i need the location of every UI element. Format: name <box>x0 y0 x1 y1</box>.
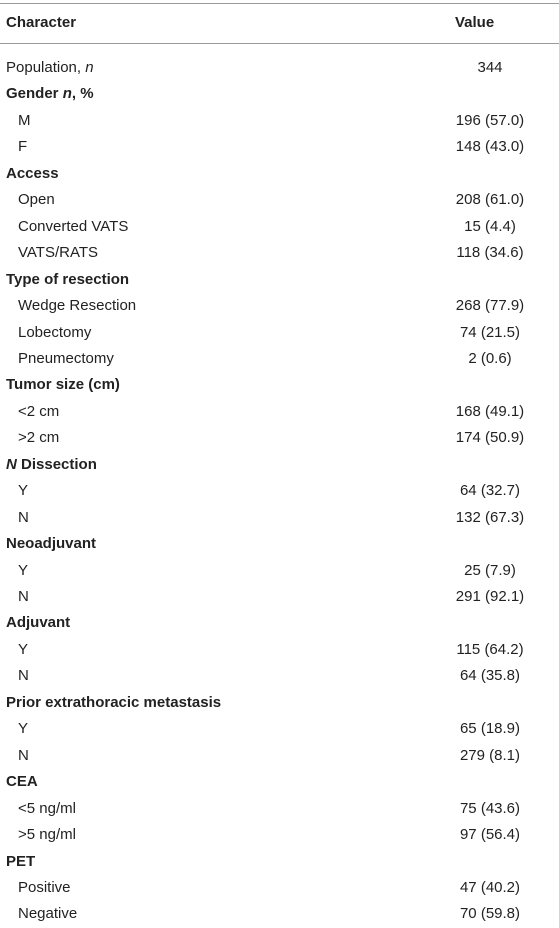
section-header-row <box>0 161 559 188</box>
section-header-row <box>0 531 559 558</box>
row-value: 208 (61.0) <box>455 191 525 209</box>
table-row <box>0 558 559 585</box>
table-row <box>0 743 559 770</box>
row-label-pre-text: >5 ng/ml <box>18 826 76 844</box>
row-value: 118 (34.6) <box>456 244 524 262</box>
row-label-ital-text: N <box>6 455 17 473</box>
row-label <box>18 588 29 605</box>
row-label-pre-text: Neoadjuvant <box>6 535 97 553</box>
row-label <box>18 747 29 764</box>
row-value: 97 (56.4) <box>459 826 521 844</box>
table-row <box>0 320 559 347</box>
table-row <box>0 346 559 373</box>
row-label <box>18 403 59 420</box>
row-value: 70 (59.8) <box>459 905 521 923</box>
row-label-pre-text: <2 cm <box>18 402 60 420</box>
row-label <box>6 614 70 631</box>
row-label-ital-text: n <box>62 85 72 103</box>
table-row <box>0 716 559 743</box>
row-label <box>6 271 129 288</box>
table-row <box>0 663 559 690</box>
table-header-row <box>0 4 559 43</box>
column-header-value: Value <box>455 14 495 31</box>
row-value: 148 (43.0) <box>455 138 525 156</box>
row-label <box>18 667 29 684</box>
row-value: 168 (49.1) <box>455 402 525 420</box>
row-label <box>18 218 128 235</box>
table-row <box>0 478 559 505</box>
row-label-pre-text: >2 cm <box>18 429 60 447</box>
row-label-pre-text: Open <box>18 191 55 209</box>
row-label <box>18 244 98 261</box>
row-label-pre-text: N <box>18 588 29 605</box>
row-label <box>18 112 31 129</box>
row-value: 25 (7.9) <box>464 561 516 579</box>
row-label-post-text: , % <box>71 85 94 103</box>
table-row <box>0 584 559 611</box>
row-label-pre-text: Access <box>6 164 59 182</box>
row-label-pre-text: M <box>18 111 31 129</box>
row-label-pre-text: Converted VATS <box>18 217 129 235</box>
row-label-pre-text: N <box>18 746 29 764</box>
row-label <box>18 350 114 367</box>
row-value: 15 (4.4) <box>464 217 516 235</box>
row-label-pre-text: Gender <box>6 85 63 103</box>
row-label <box>18 324 91 341</box>
row-label <box>18 138 27 155</box>
table-row <box>0 796 559 823</box>
section-header-row <box>0 452 559 479</box>
row-label-ital-text: n <box>85 59 94 76</box>
table-row <box>0 240 559 267</box>
row-label <box>6 85 94 102</box>
row-label <box>6 165 59 182</box>
row-label <box>18 905 77 922</box>
row-label <box>6 59 94 76</box>
row-label-post-text: Dissection <box>16 455 97 473</box>
row-label-pre-text: Y <box>18 482 29 500</box>
row-label-pre-text: CEA <box>6 773 38 791</box>
row-label <box>18 191 55 208</box>
row-label-pre-text: Positive <box>18 878 71 896</box>
row-label-pre-text: <5 ng/ml <box>18 799 76 817</box>
section-header-row <box>0 372 559 399</box>
row-label-pre-text: Wedge Resection <box>18 297 137 315</box>
table-row <box>0 425 559 452</box>
row-value: 115 (64.2) <box>456 640 524 658</box>
row-label-pre-text: Y <box>18 720 29 738</box>
row-value: 74 (21.5) <box>459 323 521 341</box>
table-row <box>0 187 559 214</box>
row-label <box>18 826 76 843</box>
row-label <box>18 509 29 526</box>
row-label <box>18 482 28 499</box>
section-header-row <box>0 769 559 796</box>
table-row <box>0 637 559 664</box>
row-label-pre-text: Population, <box>6 59 86 76</box>
table-row <box>0 108 559 135</box>
table-row <box>0 399 559 426</box>
row-value: 64 (32.7) <box>459 482 521 500</box>
table-header-rule <box>0 43 559 44</box>
section-header-row <box>0 267 559 294</box>
row-label-pre-text: Y <box>18 640 29 658</box>
row-label-pre-text: VATS/RATS <box>18 244 99 262</box>
row-label-pre-text: Prior extrathoracic metastasis <box>6 693 222 711</box>
row-value: 268 (77.9) <box>455 297 525 315</box>
row-label <box>18 720 28 737</box>
row-value: 132 (67.3) <box>455 508 525 526</box>
row-label-pre-text: Lobectomy <box>18 323 92 341</box>
row-label-pre-text: Pneumectomy <box>18 349 114 367</box>
table-row <box>0 214 559 241</box>
row-label <box>18 641 28 658</box>
row-label-pre-text: Negative <box>18 905 78 923</box>
row-value: 279 (8.1) <box>459 746 521 764</box>
row-value: 174 (50.9) <box>455 429 525 447</box>
row-value: 65 (18.9) <box>459 720 521 738</box>
row-label <box>6 535 96 552</box>
row-label-pre-text: Tumor size (cm) <box>6 376 120 394</box>
row-value: 64 (35.8) <box>459 667 521 685</box>
row-label-pre-text: Type of resection <box>6 270 130 288</box>
row-label <box>18 429 59 446</box>
row-label-pre-text: Y <box>18 561 29 579</box>
table-row <box>0 505 559 532</box>
row-label <box>6 456 97 473</box>
row-value: 196 (57.0) <box>455 111 525 129</box>
row-value: 75 (43.6) <box>459 799 521 817</box>
row-label-pre-text: N <box>18 667 29 685</box>
table-row <box>0 293 559 320</box>
row-label <box>18 800 76 817</box>
row-label-pre-text: F <box>18 138 28 156</box>
row-value: 291 (92.1) <box>455 588 525 605</box>
row-label <box>18 879 71 896</box>
table-row <box>0 822 559 849</box>
row-label <box>6 853 35 870</box>
section-header-row <box>0 690 559 717</box>
table-row <box>0 875 559 902</box>
row-label <box>18 562 28 579</box>
row-label-pre-text: Adjuvant <box>6 614 71 632</box>
row-value: 47 (40.2) <box>459 878 521 896</box>
row-label-pre-text: N <box>18 508 29 526</box>
table-row <box>0 55 559 82</box>
row-label <box>6 773 38 790</box>
row-value: 2 (0.6) <box>468 349 512 367</box>
row-label <box>18 297 136 314</box>
row-label <box>6 376 120 393</box>
row-label <box>6 694 221 711</box>
section-header-row <box>0 610 559 637</box>
column-header-character: Character <box>6 14 77 31</box>
row-label-pre-text: PET <box>6 852 36 870</box>
row-value: 344 <box>477 59 503 76</box>
section-header-row <box>0 849 559 876</box>
table-row <box>0 134 559 161</box>
section-header-row <box>0 81 559 108</box>
